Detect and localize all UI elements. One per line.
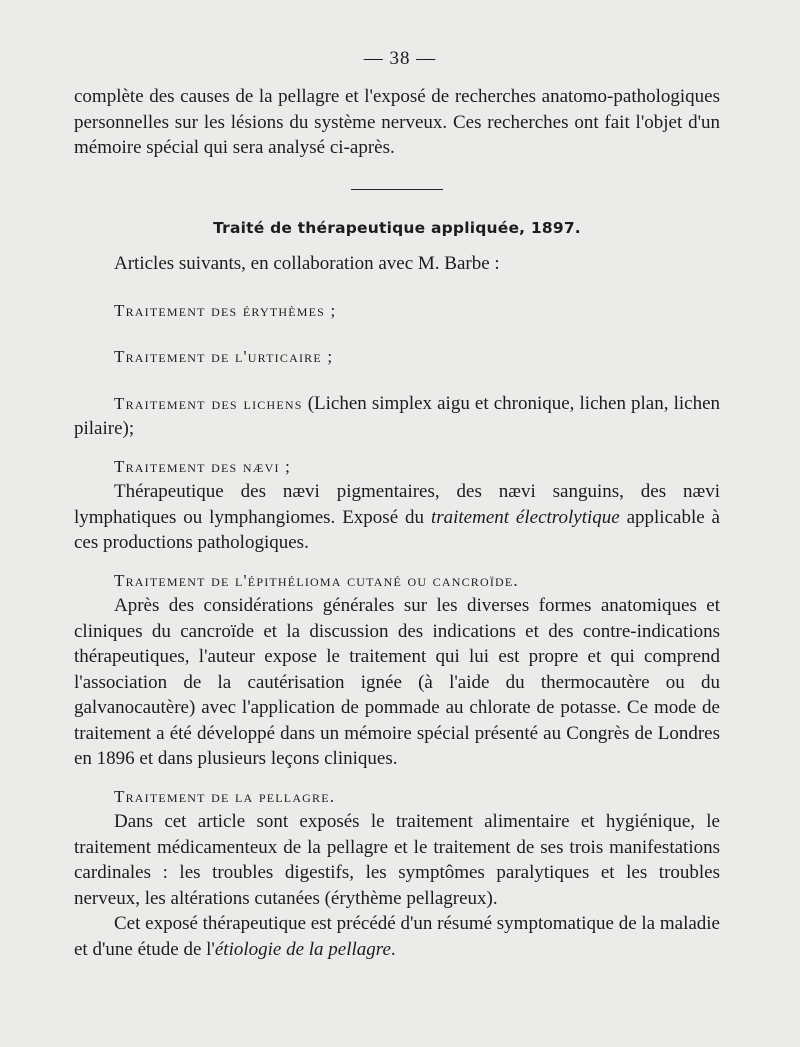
item-pellagre [74,784,720,810]
pellagre-paragraph-1: Dans cet article sont exposés le traitement alimentaire et hygiénique, le traitement médicamenteux de la pellagre et le traitement de ses trois manifestations cardinales : les troubles digestifs, les symptômes paralytiques et les troubles nerveux, les altérations cutanées (érythème pellagreux). [74,811,720,909]
item-lichens [74,391,720,442]
epithelioma-paragraph: Après des considérations générales sur les diverses formes anatomiques et cliniques du cancroïde et la discussion des indications et des contre-indications thérapeutiques, l'auteur expose le traitement qui lui est propre et qui comprend l'association de la cautérisation ignée (à l'aide du thermocautère ou du galvanocautère) avec l'application de pommade au chlorate de potasse. Ce mode de traitement a été développé dans un mémoire spécial présenté au Congrès de Londres en 1896 et dans plusieurs leçons cliniques. [74,595,720,769]
item-title: Traitement de la pellagre. [114,786,336,806]
pellagre-text-italic: étiologie de la pellagre [214,938,391,960]
item-erythemes [74,298,720,324]
naevi-text-italic: traitement électrolytique [430,506,620,528]
item-naevi [74,454,720,480]
section-divider [351,189,443,190]
pellagre-text-end: . [390,938,396,960]
item-title: Traitement de l'urticaire ; [114,347,334,366]
naevi-text-start: Thérapeutique des nævi pigmentaires, des nævi sanguins, des nævi lymphatiques ou lymphangiomes. Exposé du [74,481,720,528]
item-title: Traitement des érythèmes ; [114,300,337,320]
item-title: Traitement des lichens [114,393,303,413]
naevi-paragraph [74,479,720,556]
naevi-text-end: applicable à ces productions pathologiques. [74,506,720,553]
item-epithelioma [74,568,720,594]
pellagre-paragraph-2 [74,911,720,962]
item-urticaire [74,344,720,370]
item-title: Traitement de l'épithélioma cutané ou cancroïde. [114,570,519,590]
item-description: (Lichen simplex aigu et chronique, lichen plan, lichen pilaire); [74,392,720,439]
section-title: Traité de thérapeutique appliquée, 1897. [213,218,581,237]
page-body [74,84,720,962]
pellagre-text-start: Cet exposé thérapeutique est précédé d'un résumé symptomatique de la maladie et d'une étude de l' [74,913,720,960]
item-title: Traitement des nævi ; [114,456,292,476]
page-number: — 38 — [363,48,437,69]
opening-paragraph: complète des causes de la pellagre et l'exposé de recherches anatomo-pathologiques personnelles sur les lésions du système nerveux. Ces recherches ont fait l'objet d'un mémoire spécial qui sera analysé ci-après. [74,86,720,158]
section-intro: Articles suivants, en collaboration avec M. Barbe : [114,253,500,274]
